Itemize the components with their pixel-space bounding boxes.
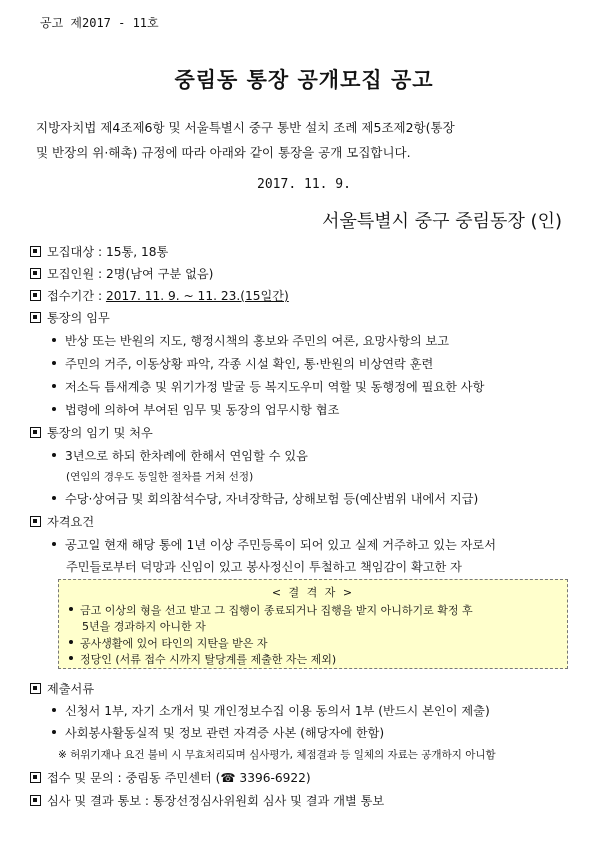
- docs-note: ※ 허위기재나 요건 불비 시 무효처리되며 심사평가, 체점결과 등 일체의 자료는 공개하지 아니함: [58, 749, 496, 761]
- bullet-dot-icon: [52, 708, 56, 712]
- section-qualification-title: 자격요건: [30, 513, 94, 530]
- intro-paragraph: [36, 115, 576, 165]
- section-term-title: 통장의 임기 및 처우: [30, 424, 153, 441]
- list-item: 공고일 현재 해당 통에 1년 이상 주민등록이 되어 있고 실제 거주하고 있는 자로서: [52, 536, 496, 553]
- section-recruit-count: 모집인원 : 2명(남여 구분 없음): [30, 265, 213, 282]
- qualification-continued: 주민들로부터 덕망과 신임이 있고 봉사정신이 투철하고 책임감이 확고한 자: [66, 560, 462, 574]
- list-item: 금고 이상의 형을 선고 받고 그 집행이 종료되거나 집행을 받지 아니하기로 확정 후: [69, 602, 473, 618]
- square-bullet-icon: [30, 312, 41, 323]
- square-bullet-icon: [30, 246, 41, 257]
- bullet-dot-icon: [52, 453, 56, 457]
- section-recruit-target: 모집대상 : 15통, 18통: [30, 243, 168, 260]
- section-duties-title: 통장의 임무: [30, 309, 110, 326]
- square-bullet-icon: [30, 427, 41, 438]
- list-item: 법령에 의하여 부여된 임무 및 동장의 업무시항 협조: [52, 401, 339, 418]
- list-item: 3년으로 하되 한차례에 한해서 연임할 수 있음: [52, 447, 308, 464]
- list-item: 신청서 1부, 자기 소개서 및 개인정보수집 이용 동의서 1부 (반드시 본인이 제출): [52, 702, 490, 719]
- list-item: 주민의 거주, 이동상황 파악, 각종 시설 확인, 통·반원의 비상연락 훈련: [52, 355, 433, 372]
- disqualification-box: [58, 579, 568, 669]
- bullet-dot-icon: [52, 496, 56, 500]
- notice-date: 2017. 11. 9.: [257, 177, 351, 192]
- square-bullet-icon: [30, 795, 41, 806]
- list-item: 반상 또는 반원의 지도, 행정시책의 홍보와 주민의 여론, 요망사항의 보고: [52, 332, 449, 349]
- bullet-dot-icon: [52, 407, 56, 411]
- bullet-dot-icon: [69, 656, 73, 660]
- square-bullet-icon: [30, 516, 41, 527]
- section-review: 심사 및 결과 통보 : 통장선정심사위원회 심사 및 결과 개별 통보: [30, 792, 384, 809]
- intro-line: 지방자치법 제4조제6항 및 서울특별시 중구 통반 설치 조례 제5조제2항(통장: [36, 120, 455, 135]
- list-item: 정당인 (서류 접수 시까지 탈당계를 제출한 자는 제외): [69, 651, 336, 667]
- section-period: 접수기간 : 2017. 11. 9. ~ 11. 23.(15일간): [30, 287, 289, 304]
- square-bullet-icon: [30, 290, 41, 301]
- square-bullet-icon: [30, 772, 41, 783]
- square-bullet-icon: [30, 683, 41, 694]
- bullet-dot-icon: [69, 640, 73, 644]
- list-item: 공사생활에 있어 타인의 지탄을 받은 자: [69, 635, 268, 651]
- notice-number: 공고 제2017 - 11호: [40, 16, 159, 30]
- disqualification-heading: < 결 격 자 >: [271, 586, 355, 599]
- bullet-dot-icon: [52, 730, 56, 734]
- square-bullet-icon: [30, 268, 41, 279]
- period-value: 2017. 11. 9. ~ 11. 23.(15일간): [105, 289, 289, 303]
- section-contact: 접수 및 문의 : 중림동 주민센터 (☎ 3396-6922): [30, 769, 311, 786]
- issuer-name: 서울특별시 중구 중림동장 (인): [322, 211, 562, 232]
- term-note: (연임의 경우도 동일한 절차를 거쳐 선정): [66, 471, 254, 483]
- bullet-dot-icon: [52, 361, 56, 365]
- bullet-dot-icon: [52, 542, 56, 546]
- bullet-dot-icon: [52, 384, 56, 388]
- intro-line: 및 반장의 위·해촉) 규정에 따라 아래와 같이 통장을 공개 모집합니다.: [36, 145, 411, 160]
- list-item: 저소득 틈새계층 및 위기가정 발굴 등 복지도우미 역할 및 동행정에 필요한 사항: [52, 378, 484, 395]
- bullet-dot-icon: [69, 607, 73, 611]
- list-item: 수당·상여금 및 회의참석수당, 자녀장학금, 상해보험 등(예산범위 내에서 지급): [52, 490, 478, 507]
- list-item-continued: 5년을 경과하지 아니한 자: [82, 620, 206, 633]
- section-docs-title: 제출서류: [30, 680, 94, 697]
- page-title: 중림동 통장 공개모집 공고: [174, 68, 434, 92]
- list-item: 사회봉사활동실적 및 정보 관련 자격증 사본 (해당자에 한함): [52, 724, 384, 741]
- bullet-dot-icon: [52, 338, 56, 342]
